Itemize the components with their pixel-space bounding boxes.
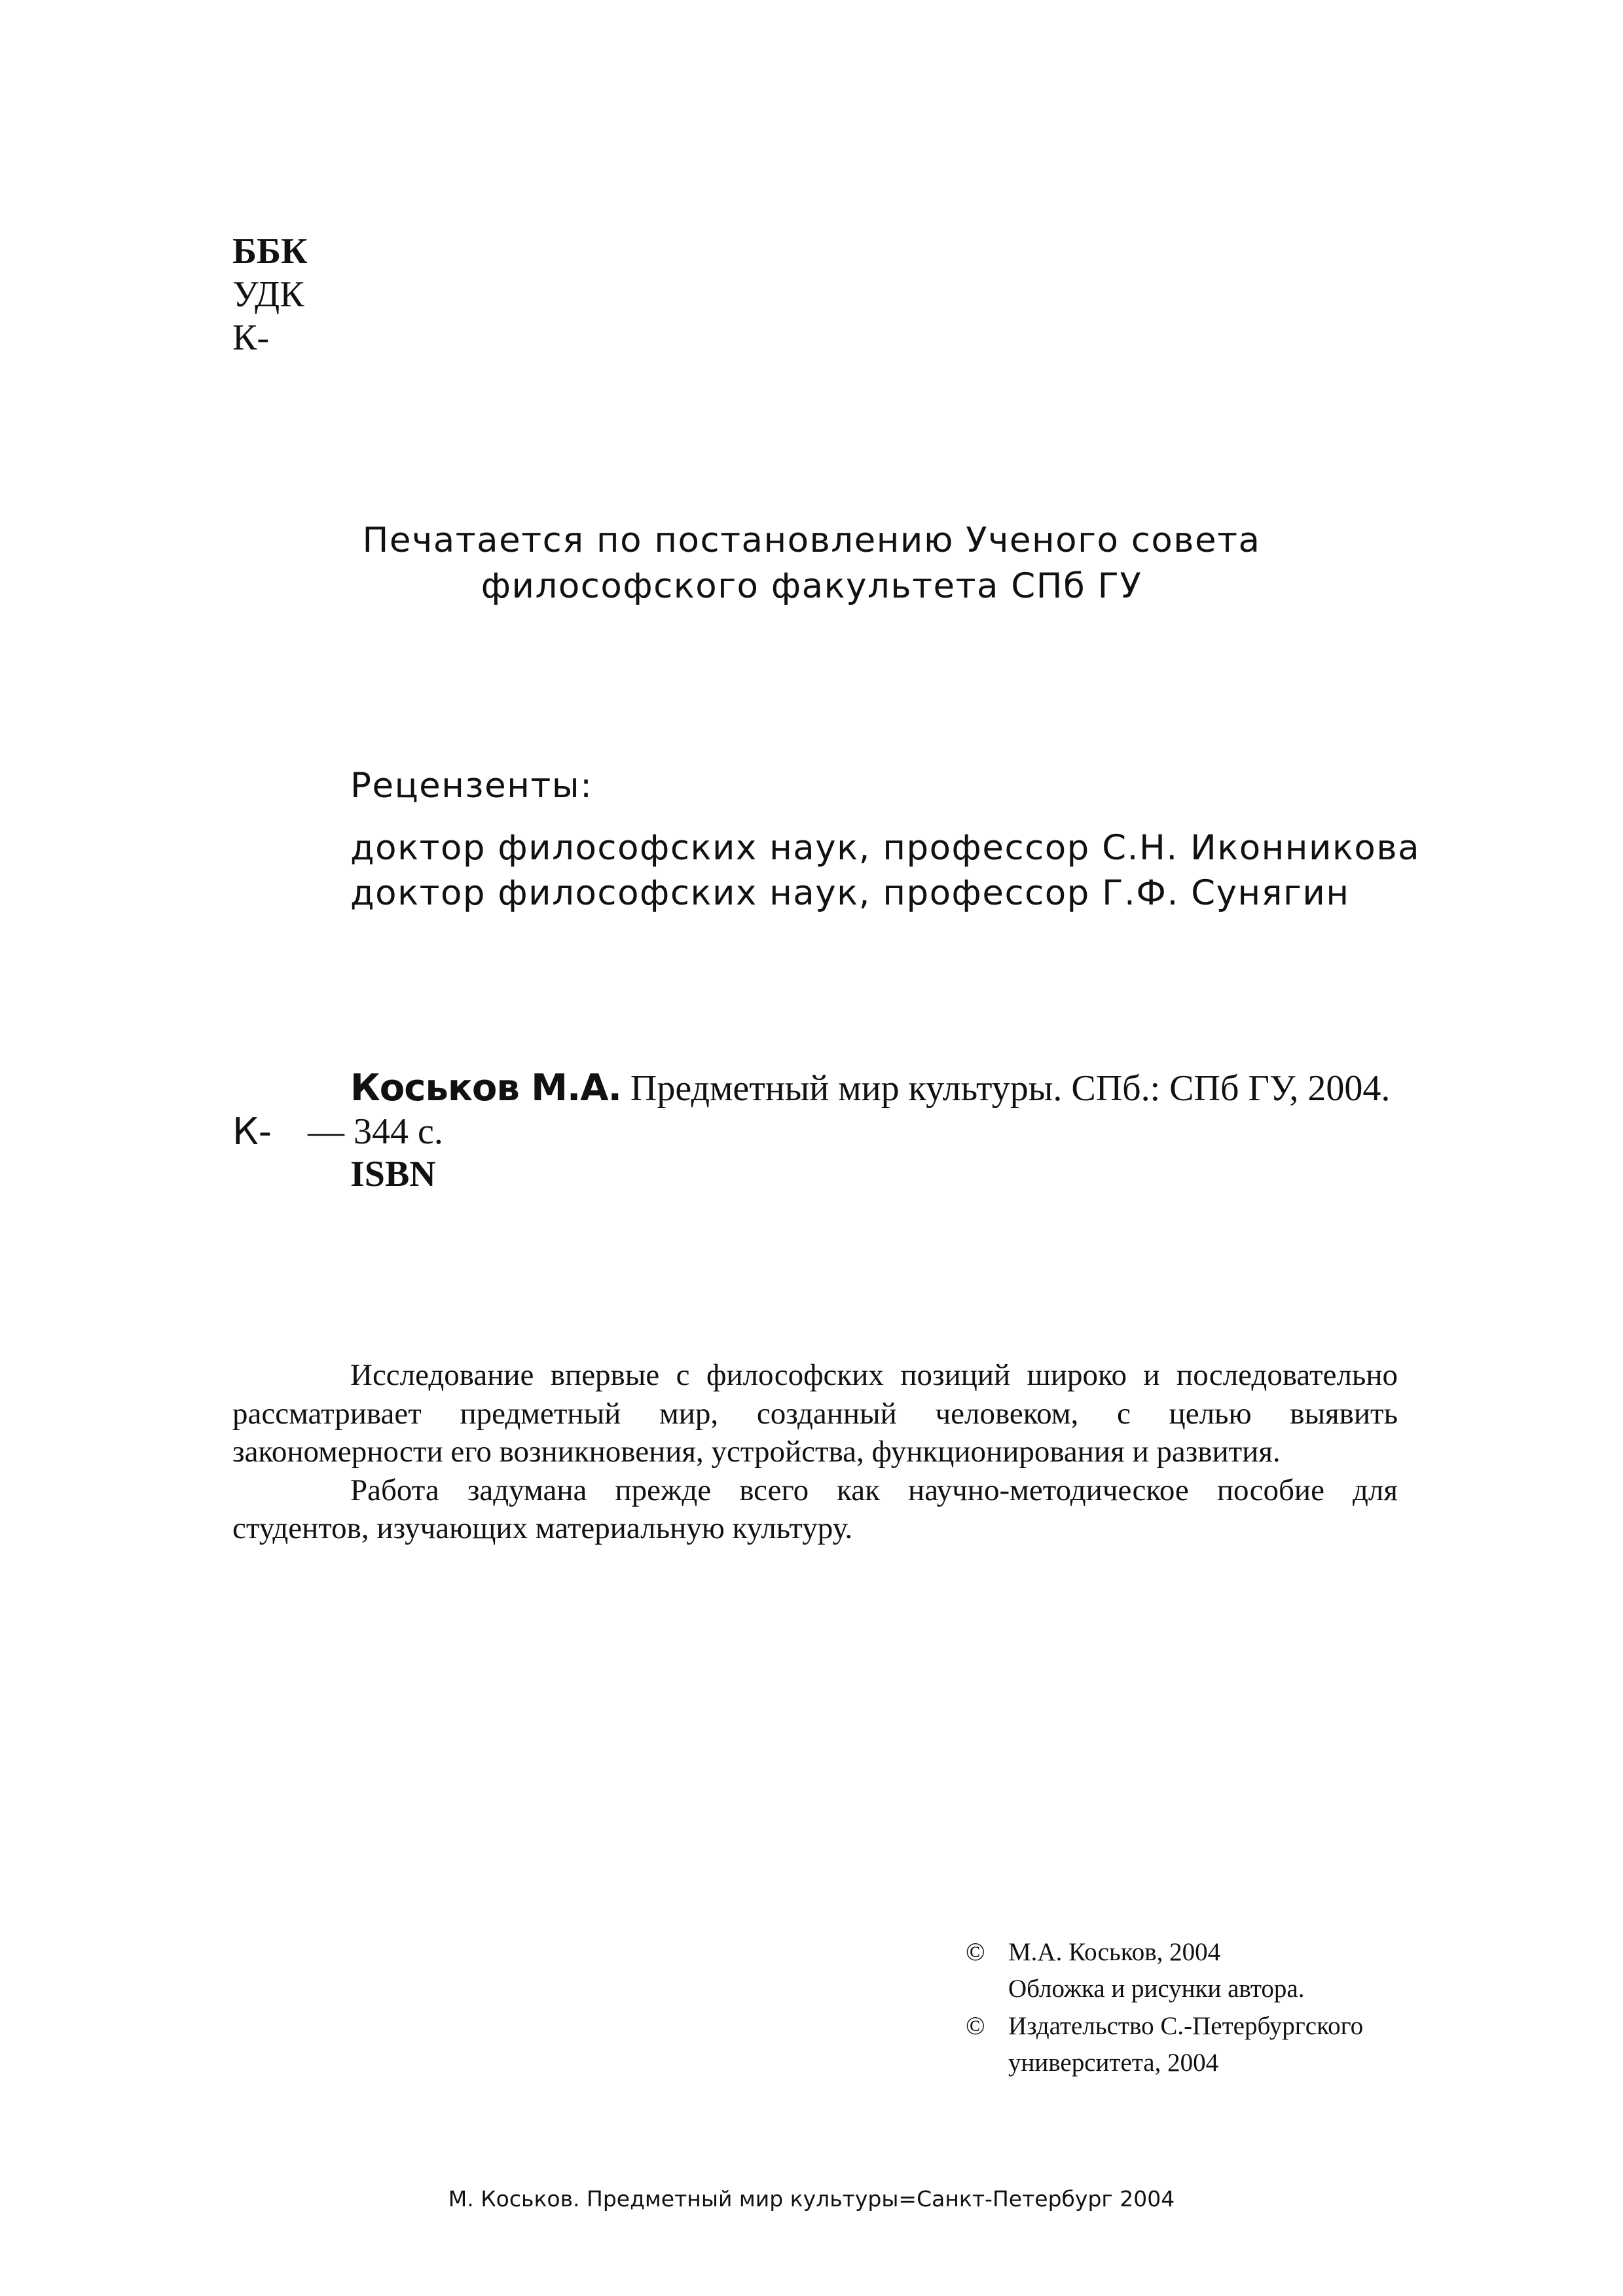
abstract-paragraph: Работа задумана прежде всего как научно-методическое пособие для студентов, изучающих материальную культуру. <box>232 1473 1398 1545</box>
page-footer: М. Коськов. Предметный мир культуры=Санкт-Петербург 2004 <box>448 2186 1175 2212</box>
copyright-icon: © <box>966 2012 985 2040</box>
abstract-paragraph: Исследование впервые с философских позиций широко и последовательно рассматривает предметный мир, созданный человеком, с целью выявить закономерности его возникновения, устройства, функционирования и развития. <box>232 1358 1398 1469</box>
k-index-label: К- <box>232 317 269 358</box>
bib-title: Предметный мир культуры. СПб.: СПб ГУ, 2004. <box>621 1068 1391 1109</box>
bib-isbn: ISBN <box>350 1154 436 1194</box>
publication-note-line2: философского факультета СПб ГУ <box>481 566 1142 606</box>
copyright-line: университета, 2004 <box>1008 2049 1219 2077</box>
copyright-line: Обложка и рисунки автора. <box>1008 1975 1305 2003</box>
copyright-line: М.А. Коськов, 2004 <box>1008 1938 1221 1966</box>
bibliographic-entry <box>350 1067 1390 1109</box>
copyright-line: Издательство С.-Петербургского <box>1008 2012 1364 2040</box>
copyright-icon: © <box>966 1938 985 1966</box>
bbk-label: ББК <box>232 231 308 272</box>
bib-author: Коськов М.А. <box>350 1067 621 1109</box>
udk-label: УДК <box>232 274 304 315</box>
reviewer-item: доктор философских наук, профессор Г.Ф. Сунягин <box>350 873 1350 913</box>
reviewer-item: доктор философских наук, профессор С.Н. Иконникова <box>350 828 1421 868</box>
abstract <box>232 1356 1398 1548</box>
publication-note-line1: Печатается по постановлению Ученого совета <box>362 520 1261 560</box>
bib-k-index: К- <box>232 1111 272 1153</box>
reviewers-heading: Рецензенты: <box>350 766 593 806</box>
bib-pages: — 344 с. <box>308 1111 443 1152</box>
